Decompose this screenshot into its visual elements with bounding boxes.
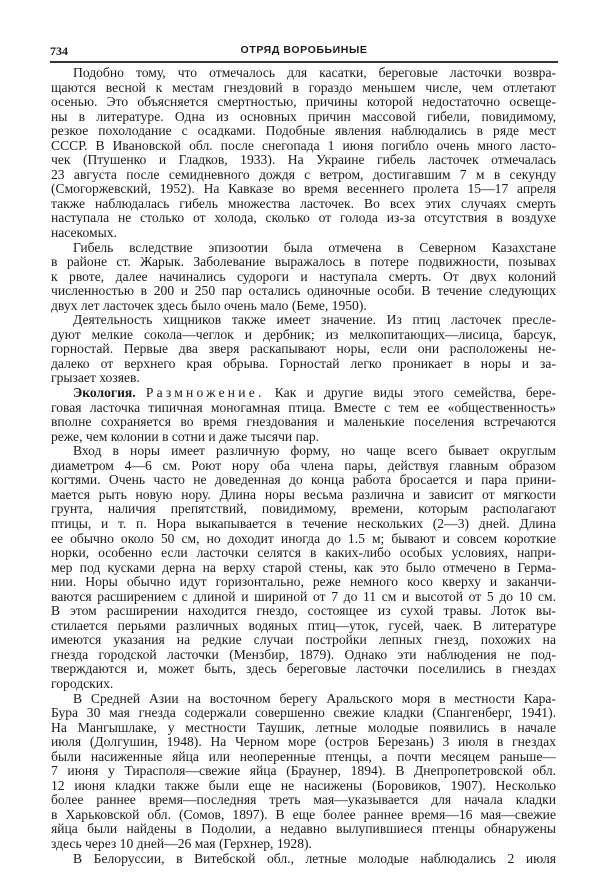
text-line: горностай. Первые два зверя раскапывают норы, если они расположены не- [51, 342, 556, 357]
text-line: диаметром 4—6 см. Роют нору оба члена пары, действуя главным образом [51, 458, 556, 473]
text-segment: Как и другие виды этого семейства, бере- [264, 386, 556, 401]
text-line: осенью. Это объясняется смертностью, причины которой недостаточно освеще- [51, 95, 556, 110]
text-line: ваются расширением с длиной и шириной от 7 до 11 см и высотой от 5 до 10 см. [51, 589, 556, 604]
text-line: Подобно тому, что отмечалось для касатки, береговые ласточки возвра- [73, 66, 556, 80]
text-line: двух лет ласточек здесь было очень мало (Беме, 1950). [51, 298, 367, 313]
text-line: наступала не столько от холода, сколько от голода из-за отсутствия в воздухе [51, 211, 556, 226]
text-line: 12 июня кладки также были еще не насижены (Боровиков, 1907). Несколько [51, 778, 556, 793]
page-body [51, 66, 556, 866]
paragraph [51, 444, 556, 691]
subsection-heading: Размножение. [145, 386, 265, 401]
text-line: яйца были найдены в Подолии, а недавно вылупившиеся птенцы обнаружены [51, 822, 556, 837]
text-line: к рвоте, далее начинались судороги и наступала смерть. От двух колоний [51, 269, 556, 284]
text-line: Бура 30 мая гнезда содержали совершенно свежие кладки (Спангенберг, 1941). [51, 706, 556, 721]
text-line: норки, особенно если ласточки селятся в каких-либо особых условиях, напри- [51, 546, 556, 561]
text-line: Вход в норы имеет различную форму, но чаще всего бывает округлым [73, 444, 556, 459]
text-line: грызает хозяев. [51, 371, 140, 386]
text-line: грунта, наличия препятствий, повидимому, времени, которым располагают [51, 502, 556, 517]
text-line: В Белоруссии, в Витебской обл., летные молодые наблюдались 2 июля [73, 851, 556, 866]
text-line: резкое похолодание с осадками. Подобные явления наблюдались в ряде мест [51, 124, 556, 139]
text-segment [136, 386, 146, 400]
section-heading: Экология. [73, 386, 136, 401]
text-line: (Смогоржевский, 1952). На Кавказе во время весеннего пролета 15—17 апреля [51, 182, 556, 197]
text-line: чек (Птушенко и Гладков, 1933). На Украине гибель ласточек отмечалась [51, 153, 556, 168]
text-line: тверждаются и, может быть, здесь береговые ласточки поселились в гнездах [51, 662, 556, 677]
text-line: На Мангышлаке, у местности Таушик, летные молодые появились в начале [51, 720, 556, 735]
paragraph [51, 692, 556, 852]
text-line: численностью в 200 и 250 пар остались одиночные особи. В течение следующих [51, 284, 556, 299]
text-line: дуют мелкие сокола—чеглок и дербник; из мелкопитающих—лисица, барсук, [51, 327, 556, 342]
paragraph [51, 241, 556, 314]
text-line: Деятельность хищников также имеет значение. Из птиц ласточек пресле- [73, 313, 556, 328]
text-line: здесь через 10 дней—26 мая (Герхнер, 1928). [51, 836, 312, 851]
page-number: 734 [50, 44, 68, 58]
text-line: В этом расширении находится гнездо, состоящее из сухой травы. Лоток вы- [51, 604, 556, 619]
page-header [50, 44, 558, 60]
text-line [51, 386, 556, 401]
paragraph [51, 852, 556, 867]
text-line: гнезда городской ласточки (Мензбир, 1879). Однако эти наблюдения не под- [51, 647, 556, 662]
text-line: были насиженные яйца или неоперенные птенцы, а почти месяцем раньше— [51, 749, 556, 764]
text-line: реже, чем колонии в сотни и даже тысячи пар. [51, 429, 320, 444]
header-rule [50, 61, 558, 63]
text-line: когтями. Очень часто не доведенная до конца работа бросается и пара прини- [51, 473, 556, 488]
text-line: 23 августа после семидневного дождя с ветром, достигавшим 7 м в секунду [51, 167, 556, 182]
text-line: более раннее время—последняя треть мая—указывается для начала кладки [51, 793, 556, 808]
text-line: СССР. В Ивановской обл. после снегопада 1 июня погибло очень много ласто- [51, 138, 556, 153]
text-line: городских. [51, 676, 114, 691]
text-line: щаются весной к местам гнездовий в гораздо меньшем числе, чем отлетают [51, 80, 556, 95]
text-line: мер под кусками дерна на верху старой стены, как это было отмечено в Герма- [51, 560, 556, 575]
text-line: далеко от верхнего края обрыва. Горностай легко проникает в норы и за- [51, 356, 556, 371]
text-line: птицы, и т. п. Нора выкапывается в течение нескольких (2—3) дней. Длина [51, 516, 556, 531]
paragraph [51, 386, 556, 444]
text-line: июля (Долгушин, 1948). На Черном море (остров Березань) 3 июля в гнездах [51, 735, 556, 750]
text-line: мается рыть новую нору. Длина норы весьма различна и зависит от мягкости [51, 487, 556, 502]
text-line: вполне сохраняется во время гнездования и маленькие поселения встречаются [51, 415, 556, 430]
text-line: стилается перьями различных водяных птиц—уток, гусей, чаек. В литературе [51, 618, 556, 633]
running-title: ОТРЯД ВОРОБЬИНЫЕ [240, 44, 368, 56]
text-line: нии. Норы обычно идут горизонтально, реже немного косо кверху и заканчи- [51, 575, 556, 590]
text-line: также наблюдалась гибель множества ласточек. Во всех этих случаях смерть [51, 196, 556, 211]
text-line: насекомых. [51, 226, 117, 241]
text-line: 7 июня у Тирасполя—свежие яйца (Браунер, 1894). В Днепропетровской обл. [51, 764, 556, 779]
text-line: в районе ст. Жарык. Заболевание выражалось в потере подвижности, позывах [51, 255, 556, 270]
text-line: имеются указания на редкие случаи постройки лепных гнезд, похожих на [51, 633, 556, 648]
text-line: Гибель вследствие эпизоотии была отмечена в Северном Казахстане [73, 240, 556, 255]
text-line: ны в литературе. Одна из основных причин массовой гибели, повидимому, [51, 109, 556, 124]
paragraph [51, 66, 556, 241]
text-line: ее обычно около 50 см, но доходит иногда до 1.5 м; бывают и совсем короткие [51, 531, 556, 546]
paragraph [51, 313, 556, 386]
text-line: говая ласточка типичная моногамная птица. Вместе с тем ее «общественность» [51, 400, 556, 415]
text-line: В Средней Азии на восточном берегу Аральского моря в местности Кара- [73, 691, 556, 706]
text-line: в Харьковской обл. (Сомов, 1897). В еще более раннее время—16 мая—свежие [51, 807, 556, 822]
